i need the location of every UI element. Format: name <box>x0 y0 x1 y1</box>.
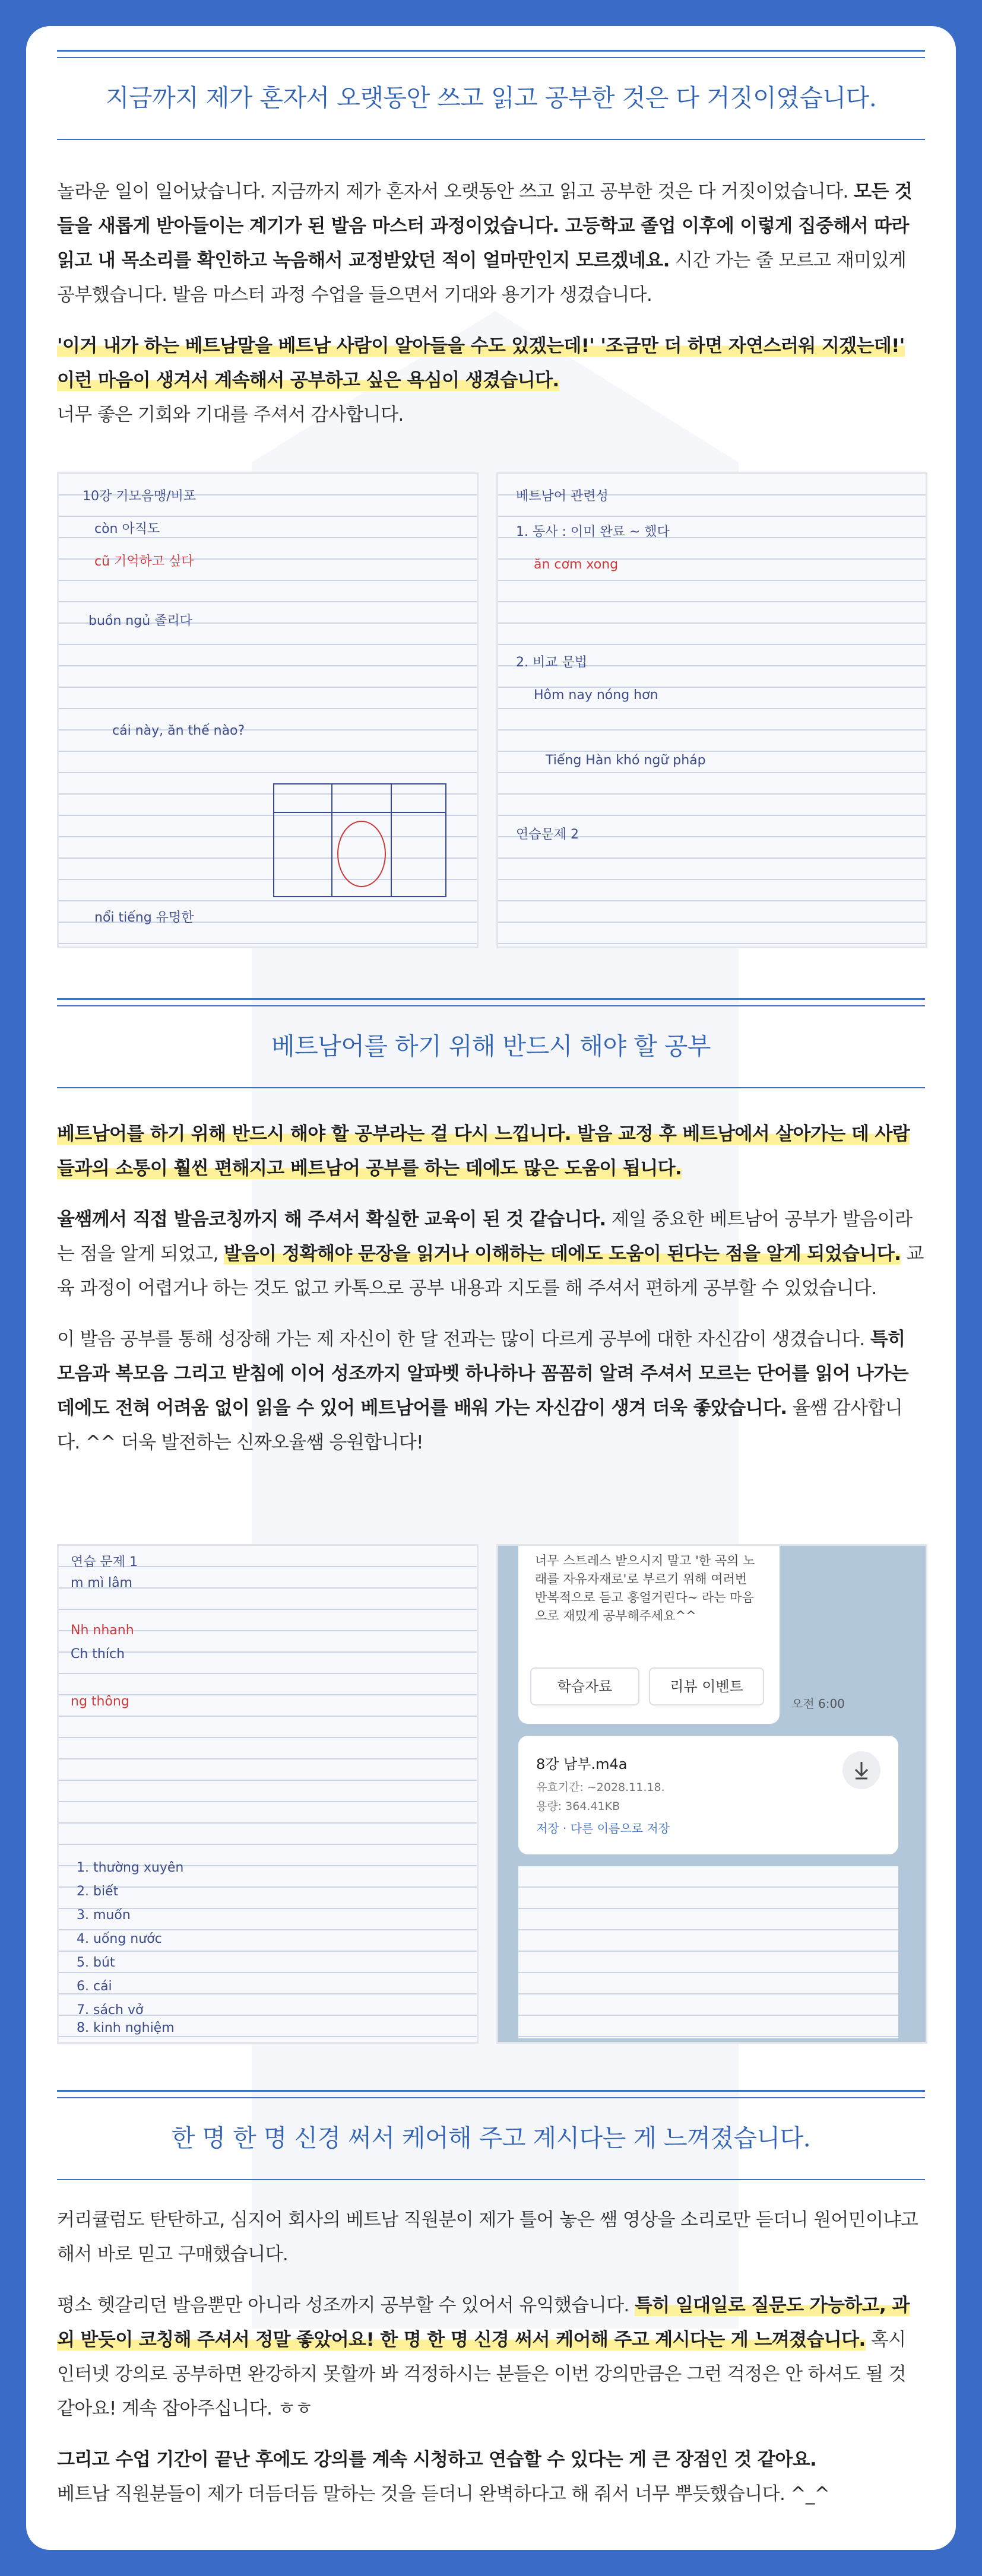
download-icon <box>842 1751 880 1789</box>
section-3-paragraph-2: 평소 헷갈리던 발음뿐만 아니라 성조까지 공부할 수 있어서 유익했습니다. 특히 일대일로 질문도 가능하고, 과외 받듯이 코칭해 주셔서 정말 좋았어요! 한 명 한 명 신경 써서 케어해 주고 계시다는 게 느껴졌습니다. 혹시 인터넷 강의로 공부하면 완강하지 못할까 봐 걱정하시는 분들은 이번 강의만큼은 그런 걱정은 안 하셔도 될 것 같아요! 계속 잡아주십니다. ㅎㅎ <box>57 2295 910 2419</box>
audio-file-expiry: 유효기간: ~2028.11.18. <box>536 1781 665 1794</box>
audio-file-card <box>518 1736 898 1854</box>
section-1-title: 지금까지 제가 혼자서 오랫동안 쓰고 읽고 공부한 것은 다 거짓이였습니다. <box>105 84 877 112</box>
handwritten-notes-photo-1: 10강 기모음맹/비포 còn 아직도 cũ 기억하고 싶다 buồn ngủ 졸리다 cái này, ăn thế nào? nổi tiếng 유명한 <box>57 472 479 948</box>
section-2-paragraph-1: 베트남어를 하기 위해 반드시 해야 할 공부라는 걸 다시 느낍니다. 발음 교정 후 베트남에서 살아가는 데 사람들과의 소통이 훨씬 편해지고 베트남어 공부를 하는 데에도 많은 도움이 됩니다. <box>57 1123 910 1179</box>
study-material-button[interactable]: 학습자료 <box>530 1667 639 1705</box>
section-3-paragraph-1: 커리큘럼도 탄탄하고, 심지어 회사의 베트남 직원분이 제가 틀어 놓은 쌤 영상을 소리로만 듣더니 원어민이냐고 해서 바로 믿고 구매했습니다. <box>57 2209 918 2265</box>
section-3 <box>57 2090 925 2505</box>
kakao-chat-screenshot <box>496 1544 927 2044</box>
handwritten-notes-photo-2: 베트남어 관련성 1. 동사 : 이미 완료 ~ 했다 ăn cơm xong 2. 비교 문법 Hôm nay nóng hơn Tiếng Hàn khó ngữ pháp 연습문제 2 <box>496 472 927 948</box>
chat-attached-notes-image <box>518 1866 898 2038</box>
section-2-header <box>57 998 925 1099</box>
chat-timestamp: 오전 6:00 <box>791 1697 845 1711</box>
download-button[interactable] <box>842 1751 880 1789</box>
section-1 <box>57 50 925 925</box>
audio-file-size: 용량: 364.41KB <box>536 1800 620 1813</box>
section-1-header <box>57 50 925 151</box>
audio-file-name: 8강 남부.m4a <box>536 1756 628 1773</box>
section-1-paragraph-2: '이거 내가 하는 베트남말을 베트남 사람이 알아들을 수도 있겠는데!' '조금만 더 하면 자연스러워 지겠는데!' 이런 마음이 생겨서 계속해서 공부하고 싶은 욕심이 생겼습니다. 너무 좋은 기회와 기대를 주셔서 감사합니다. <box>57 335 905 425</box>
audio-file-actions[interactable]: 저장 · 다른 이름으로 저장 <box>536 1821 670 1835</box>
section-3-title: 한 명 한 명 신경 써서 케어해 주고 계시다는 게 느껴졌습니다. <box>171 2124 811 2152</box>
review-event-button[interactable]: 리뷰 이벤트 <box>649 1667 764 1705</box>
notes-table-sketch <box>273 783 451 901</box>
section-2-paragraph-2: 율쌤께서 직접 발음코칭까지 해 주셔서 확실한 교육이 된 것 같습니다. 제일 중요한 베트남어 공부가 발음이라는 점을 알게 되었고, 발음이 정확해야 문장을 읽거나 이해하는 데에도 도움이 된다는 점을 알게 되었습니다. 교육 과정이 어렵거나 하는 것도 없고 카톡으로 공부 내용과 지도를 해 주셔서 편하게 공부할 수 있었습니다. <box>57 1209 924 1299</box>
section-3-header <box>57 2090 925 2191</box>
handwritten-notes-photo-3: 연습 문제 1 m mì lâm Nh nhanh Ch thích ng thông 1. thường xuyên 2. biết 3. muốn 4. uống nước 5. bút 6. cái 7. sách vở 8. kinh nghiệm <box>57 1544 479 2044</box>
section-2-paragraph-3: 이 발음 공부를 통해 성장해 가는 제 자신이 한 달 전과는 많이 다르게 공부에 대한 자신감이 생겼습니다. 특히 모음과 복모음 그리고 받침에 이어 성조까지 알파벳 하나하나 꼼꼼히 알려 주셔서 모르는 단어를 읽어 나가는 데에도 전혀 어려움 없이 읽을 수 있어 베트남어를 배워 가는 자신감이 생겨 더욱 좋았습니다. 율쌤 감사합니다. ^^ 더욱 발전하는 신짜오율쌤 응원합니다! <box>57 1329 908 1453</box>
section-3-paragraph-3: 그리고 수업 기간이 끝난 후에도 강의를 계속 시청하고 연습할 수 있다는 게 큰 장점인 것 같아요. 베트남 직원분들이 제가 더듬더듬 말하는 것을 듣더니 완벽하다고 해 줘서 너무 뿌듯했습니다. ^_^ <box>57 2449 830 2505</box>
review-card <box>26 26 956 2550</box>
section-1-paragraph-1: 놀라운 일이 일어났습니다. 지금까지 제가 혼자서 오랫동안 쓰고 읽고 공부한 것은 다 거짓이었습니다. 모든 것들을 새롭게 받아들이는 계기가 된 발음 마스터 과정이었습니다. 고등학교 졸업 이후에 이렇게 집중해서 따라 읽고 내 목소리를 확인하고 녹음해서 교정받았던 적이 얼마만인지 모르겠네요. 시간 가는 줄 모르고 재미있게 공부했습니다. 발음 마스터 과정 수업을 들으면서 기대와 용기가 생겼습니다. <box>57 181 913 306</box>
chat-bubble: 너무 스트레스 받으시지 말고 '한 곡의 노래를 자유자재로'로 부르기 위해 여러번 반복적으로 듣고 흥얼거린다~ 라는 마음으로 재밌게 공부해주세요^^ 학습자료 리뷰 이벤트 <box>518 1546 780 1724</box>
section-2-title: 베트남어를 하기 위해 반드시 해야 할 공부 <box>271 1032 711 1060</box>
section-2 <box>57 998 925 2035</box>
